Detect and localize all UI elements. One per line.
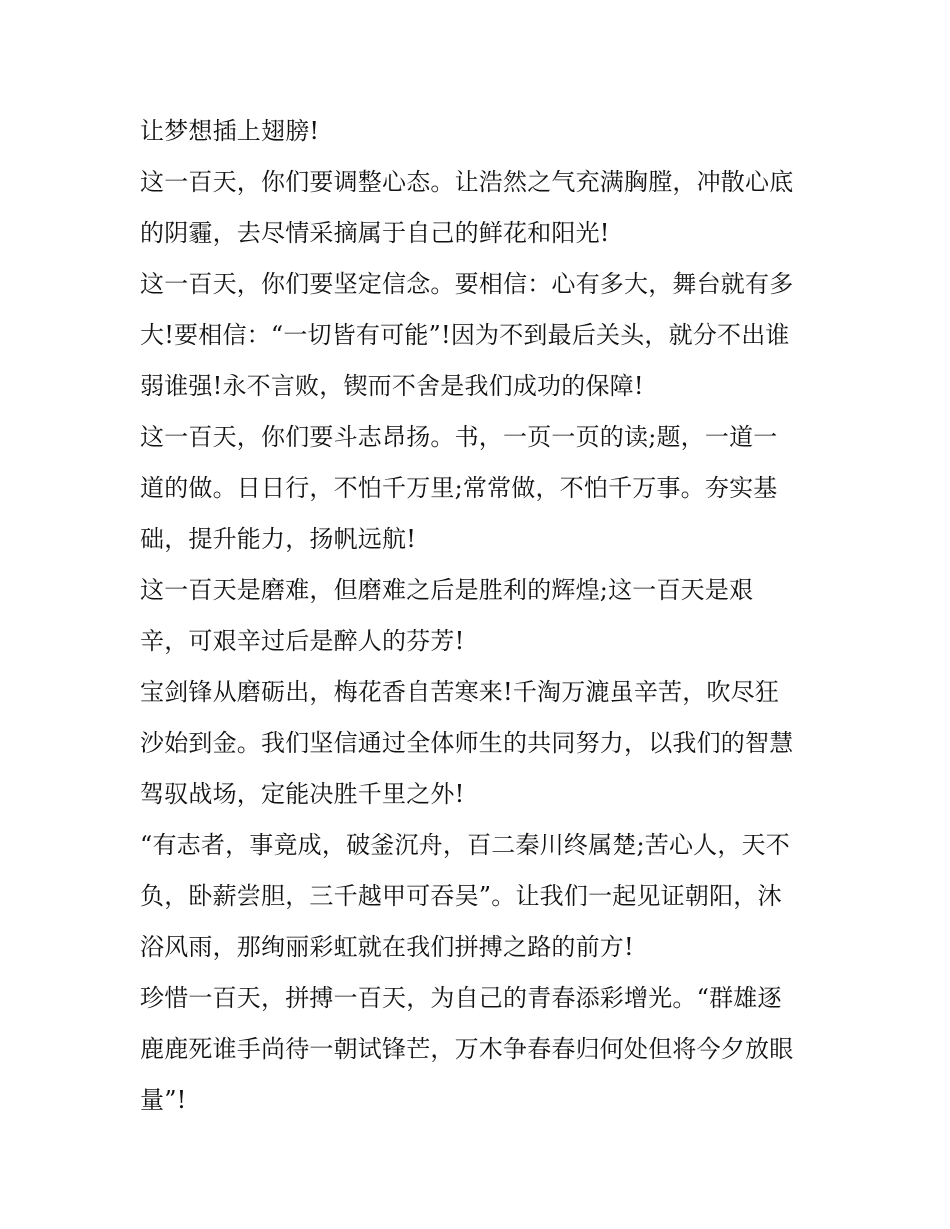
text-line: 让梦想插上翅膀! bbox=[140, 117, 320, 145]
text-line: 弱谁强!永不言败，锲而不舍是我们成功的保障! bbox=[140, 372, 644, 400]
text-line: 浴风雨，那绚丽彩虹就在我们拼搏之路的前方! bbox=[140, 933, 634, 961]
text-line: 这一百天，你们要斗志昂扬。书，一页一页的读;题，一道一 bbox=[140, 423, 778, 451]
text-line: 量”! bbox=[140, 1086, 187, 1114]
text-line: 道的做。日日行，不怕千万里;常常做，不怕千万事。夯实基 bbox=[140, 474, 778, 502]
text-line: 珍惜一百天，拼搏一百天，为自己的青春添彩增光。“群雄逐 bbox=[140, 984, 782, 1012]
document-body bbox=[140, 106, 812, 1126]
text-line: 大!要相信：“一切皆有可能”!因为不到最后关头，就分不出谁 bbox=[140, 321, 790, 349]
text-line: 驾驭战场，定能决胜千里之外! bbox=[140, 780, 465, 808]
text-line: 负，卧薪尝胆，三千越甲可吞吴”。让我们一起见证朝阳，沐 bbox=[140, 882, 782, 910]
text-line: 这一百天，你们要坚定信念。要相信：心有多大，舞台就有多 bbox=[140, 270, 794, 298]
text-line: 辛，可艰辛过后是醉人的芬芳! bbox=[140, 627, 465, 655]
text-line: 础，提升能力，扬帆远航! bbox=[140, 525, 417, 553]
text-line: “有志者，事竟成，破釜沉舟，百二秦川终属楚;苦心人，天不 bbox=[140, 831, 790, 859]
text-line: 沙始到金。我们坚信通过全体师生的共同努力，以我们的智慧 bbox=[140, 729, 794, 757]
text-line: 鹿鹿死谁手尚待一朝试锋芒，万木争春春归何处但将今夕放眼 bbox=[140, 1035, 794, 1063]
text-line: 宝剑锋从磨砺出，梅花香自苦寒来!千淘万漉虽辛苦，吹尽狂 bbox=[140, 678, 780, 706]
text-line: 的阴霾，去尽情采摘属于自己的鲜花和阳光! bbox=[140, 219, 610, 247]
text-line: 这一百天是磨难，但磨难之后是胜利的辉煌;这一百天是艰 bbox=[140, 576, 754, 604]
text-line: 这一百天，你们要调整心态。让浩然之气充满胸膛，冲散心底 bbox=[140, 168, 794, 196]
